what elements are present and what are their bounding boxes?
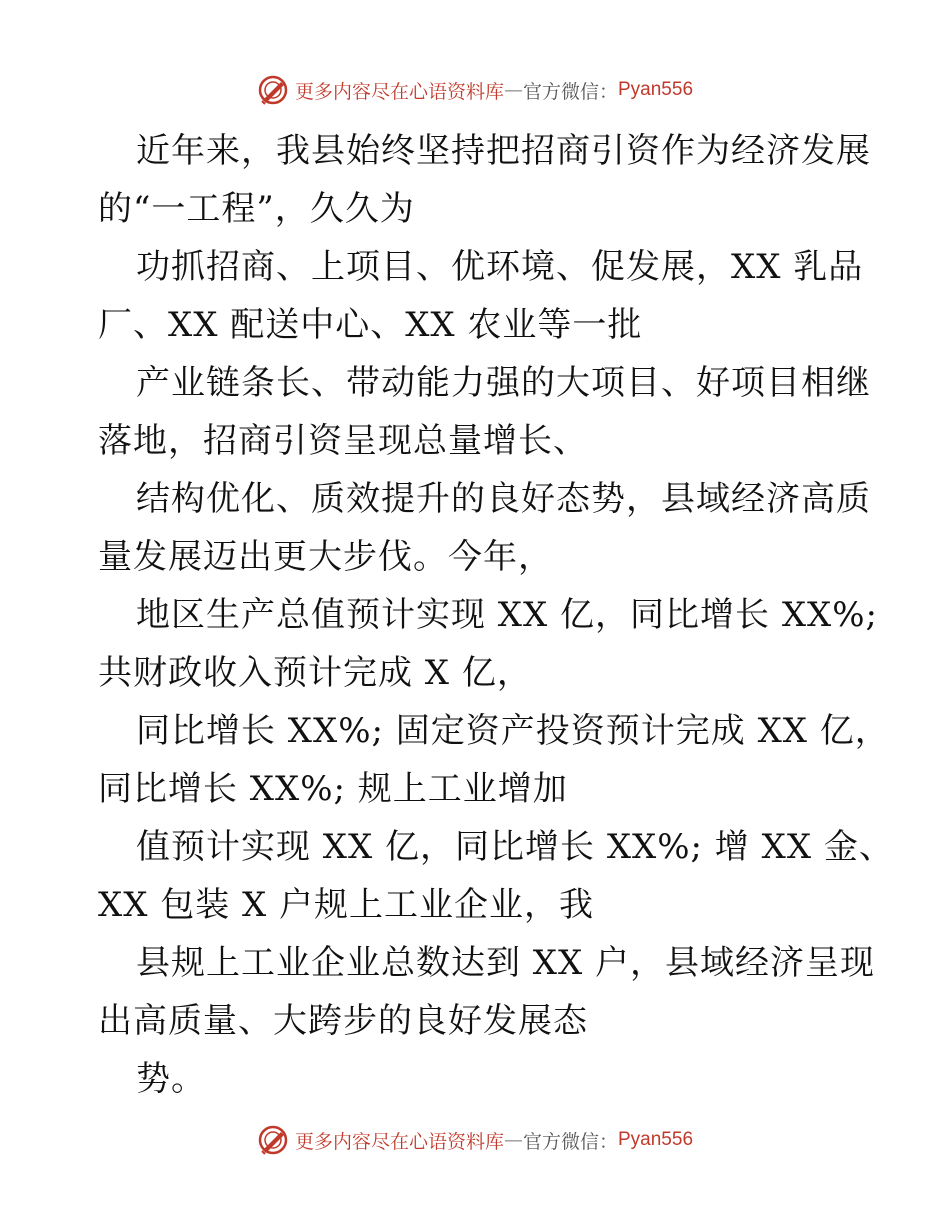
banner-wechat-label: 官方微信： (522, 80, 618, 103)
text-line: 功抓招商、上项目、优环境、促发展，XX 乳品 (136, 247, 864, 287)
document-body (98, 122, 894, 1108)
pen-logo-icon (257, 74, 289, 106)
text-line: 同比增长 XX%; 规上工业增加 (98, 769, 568, 809)
banner-wechat-id: Pyan556 (618, 1129, 694, 1150)
text-line: 的“一工程”，久久为 (98, 189, 415, 229)
text-line: 近年来，我县始终坚持把招商引资作为经济发展 (136, 131, 871, 171)
banner-separator: — (503, 79, 523, 101)
text-line: 落地，招商引资呈现总量增长、 (98, 421, 588, 461)
banner-title: 更多内容尽在心语资料库 (294, 1130, 504, 1153)
footer-banner (0, 1120, 950, 1160)
header-banner (0, 70, 950, 110)
text-line: 量发展迈出更大步伐。今年， (98, 537, 553, 577)
text-line: 共财政收入预计完成 X 亿， (98, 653, 532, 693)
text-line: 县规上工业企业总数达到 XX 户，县域经济呈现 (136, 943, 876, 983)
text-line: 势。 (136, 1059, 206, 1099)
text-line: 出高质量、大跨步的良好发展态 (98, 1001, 588, 1041)
banner-separator: — (503, 1129, 523, 1151)
banner-wechat-id: Pyan556 (618, 79, 694, 100)
text-line: 产业链条长、带动能力强的大项目、好项目相继 (136, 363, 871, 403)
pen-logo-icon (257, 1124, 289, 1156)
text-line: 同比增长 XX%; 固定资产投资预计完成 XX 亿， (136, 711, 890, 751)
text-line: 地区生产总值预计实现 XX 亿，同比增长 XX%; (136, 595, 879, 635)
text-line: XX 包装 X 户规上工业企业，我 (98, 885, 595, 925)
text-line: 结构优化、质效提升的良好态势，县域经济高质 (136, 479, 871, 519)
text-line: 厂、XX 配送中心、XX 农业等一批 (98, 305, 643, 345)
text-line: 值预计实现 XX 亿，同比增长 XX%; 增 XX 金、 (136, 827, 894, 867)
banner-wechat-label: 官方微信： (522, 1130, 618, 1153)
banner-title: 更多内容尽在心语资料库 (294, 80, 504, 103)
